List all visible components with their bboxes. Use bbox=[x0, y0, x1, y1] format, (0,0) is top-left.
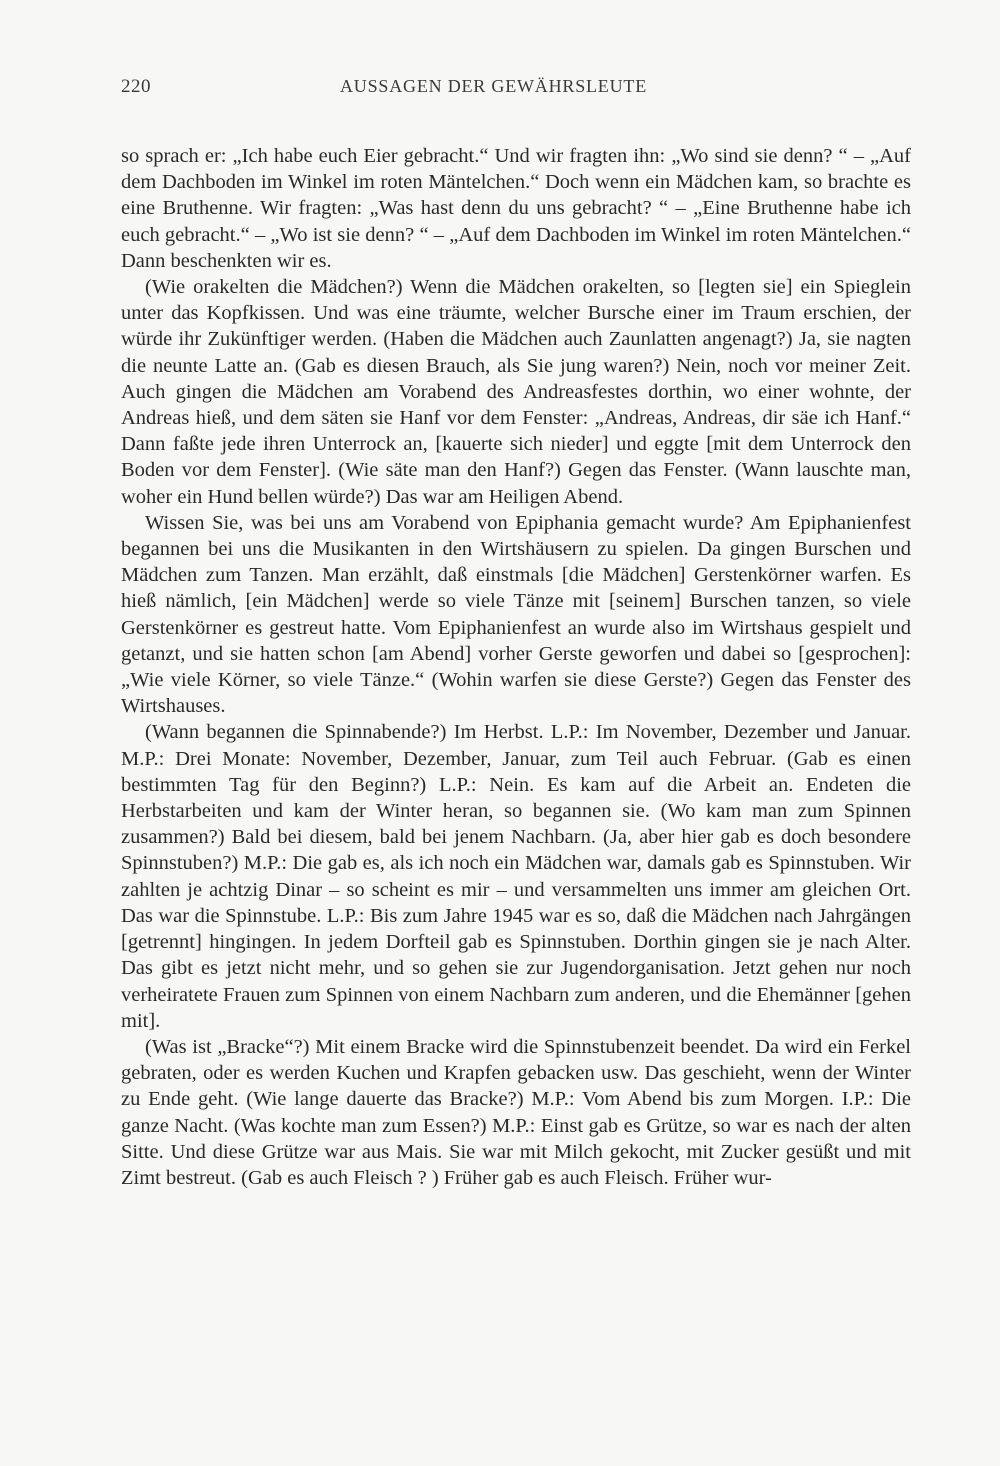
paragraph-4: (Wann begannen die Spinnabende?) Im Herbst. L.P.: Im November, Dezember und Januar. M.P.: Drei Monate: November, Dezember, Januar, zum Teil auch Februar. (Gab es einen bestimmten Tag für den Beginn?) L.P.: Nein. Es kam auf die Arbeit an. Endeten die Herbstarbeiten und kam der Winter heran, so begannen sie. (Wo kam man zum Spinnen zusammen?) Bald bei diesem, bald bei jenem Nachbarn. (Ja, aber hier gab es doch besondere Spinnstuben?) M.P.: Die gab es, als ich noch ein Mädchen war, damals gab es Spinnstuben. Wir zahlten je achtzig Dinar – so scheint es mir – und versammelten uns immer am gleichen Ort. Das war die Spinnstube. L.P.: Bis zum Jahre 1945 war es so, daß die Mädchen nach Jahrgängen [getrennt] hingingen. In jedem Dorfteil gab es Spinnstuben. Dorthin gingen sie je nach Alter. Das gibt es jetzt nicht mehr, und so gehen sie zur Jugendorganisation. Jetzt gehen nur noch verheiratete Frauen zum Spinnen von einem Nachbarn zum anderen, und die Ehemänner [gehen mit]. bbox=[121, 721, 911, 1032]
paragraph-5: (Was ist „Bracke“?) Mit einem Bracke wird die Spinnstubenzeit beendet. Da wird ein Ferkel gebraten, oder es werden Kuchen und Krapfen gebacken usw. Das geschieht, wenn der Winter zu Ende geht. (Wie lange dauerte das Bracke?) M.P.: Vom Abend bis zum Morgen. I.P.: Die ganze Nacht. (Was kochte man zum Essen?) M.P.: Einst gab es Grütze, so war es nach der alten Sitte. Und diese Grütze war aus Mais. Sie war mit Milch gekocht, mit Zucker gesüßt und mit Zimt bestreut. (Gab es auch Fleisch ? ) Früher gab es auch Fleisch. Früher wur- bbox=[121, 1035, 911, 1189]
paragraph-2: (Wie orakelten die Mädchen?) Wenn die Mädchen orakelten, so [legten sie] ein Spieglein unter das Kopfkissen. Und was eine träumte, welcher Bursche einer im Traum erschien, der würde ihr Zukünftiger werden. (Haben die Mädchen auch Zaunlatten angenagt?) Ja, sie nagten die neunte Latte an. (Gab es diesen Brauch, als Sie jung waren?) Nein, noch vor meiner Zeit. Auch gingen die Mädchen am Vorabend des Andreasfestes dorthin, wo einer wohnte, der Andreas hieß, und dem säten sie Hanf vor dem Fenster: „Andreas, Andreas, dir säe ich Hanf.“ Dann faßte jede ihren Unterrock an, [kauerte sich nieder] und eggte [mit dem Unterrock den Boden vor dem Fenster]. (Wie säte man den Hanf?) Gegen das Fenster. (Wann lauschte man, woher ein Hund bellen würde?) Das war am Heiligen Abend. bbox=[121, 276, 911, 508]
body-text bbox=[121, 143, 911, 1191]
paragraph-3: Wissen Sie, was bei uns am Vorabend von Epiphania gemacht wurde? Am Epiphanienfest begannen bei uns die Musikanten in den Wirtshäusern zu spielen. Da gingen Burschen und Mädchen zum Tanzen. Man erzählt, daß einstmals [die Mädchen] Gerstenkörner warfen. Es hieß nämlich, [ein Mädchen] werde so viele Tänze mit [seinem] Burschen tanzen, so viele Gerstenkörner es gestreut hatte. Vom Epiphanienfest an wurde also im Wirtshaus gespielt und getanzt, und sie hatten schon [am Abend] vorher Gerste geworfen und dabei so [gesprochen]: „Wie viele Körner, so viele Tänze.“ (Wohin warfen sie diese Gerste?) Gegen das Fenster des Wirtshauses. bbox=[121, 511, 911, 718]
page-number: 220 bbox=[121, 76, 151, 97]
running-head: AUSSAGEN DER GEWÄHRSLEUTE bbox=[340, 76, 647, 96]
paragraph-1: so sprach er: „Ich habe euch Eier gebracht.“ Und wir fragten ihn: „Wo sind sie denn? “ – „Auf dem Dachboden im Winkel im roten Mäntelchen.“ Doch wenn ein Mädchen kam, so brachte es eine Bruthenne. Wir fragten: „Was hast denn du uns gebracht? “ – „Eine Bruthenne habe ich euch gebracht.“ – „Wo ist sie denn? “ – „Auf dem Dachboden im Winkel im roten Mäntelchen.“ Dann beschenkten wir es. bbox=[121, 145, 911, 272]
